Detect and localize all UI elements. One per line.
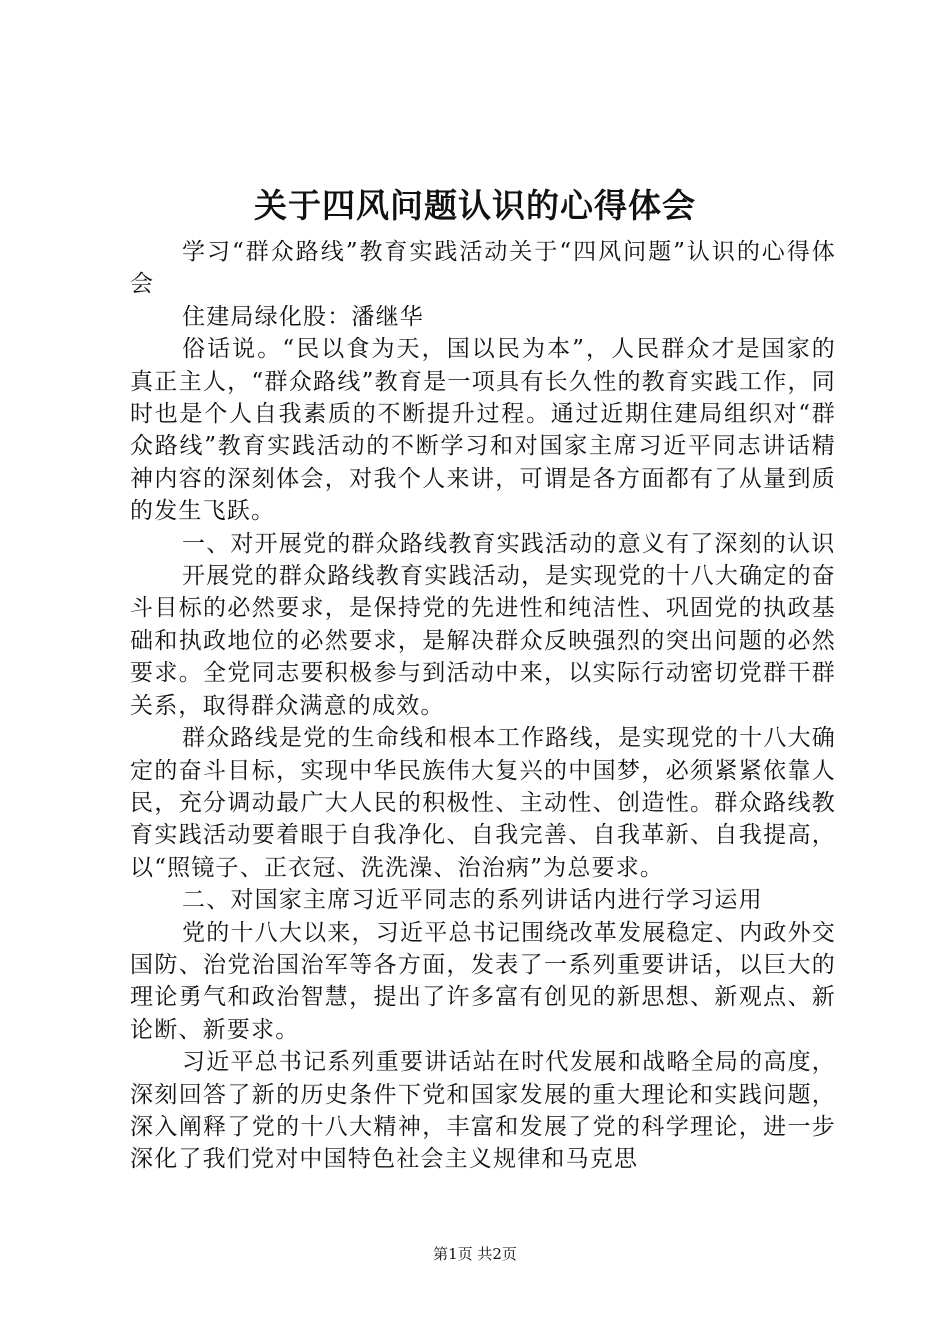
section-heading-2: 二、对国家主席习近平同志的系列讲话内进行学习运用 bbox=[182, 887, 763, 914]
document-body bbox=[130, 236, 836, 1176]
paragraph: 群众路线是党的生命线和根本工作路线，是实现党的十八大确定的奋斗目标，实现中华民族伟大复兴的中国梦，必须紧紧依靠人民，充分调动最广大人民的积极性、主动性、创造性。群众路线教育实践活动要着眼于自我净化、自我完善、自我革新、自我提高，以“照镜子、正衣冠、洗洗澡、治治病”为总要求。 bbox=[130, 725, 836, 881]
paragraph: 开展党的群众路线教育实践活动，是实现党的十八大确定的奋斗目标的必然要求，是保持党的先进性和纯洁性、巩固党的执政基础和执政地位的必然要求，是解决群众反映强烈的突出问题的必然要求。全党同志要积极参与到活动中来，以实际行动密切党群干群关系，取得群众满意的成效。 bbox=[130, 563, 836, 719]
paragraph-intro: 俗话说。“民以食为天，国以民为本”，人民群众才是国家的真正主人，“群众路线”教育是一项具有长久性的教育实践工作，同时也是个人自我素质的不断提升过程。通过近期住建局组织对“群众路线”教育实践活动的不断学习和对国家主席习近平同志讲话精神内容的深刻体会，对我个人来讲，可谓是各方面都有了从量到质的发生飞跃。 bbox=[130, 336, 836, 525]
paragraph-author: 住建局绿化股：潘继华 bbox=[182, 303, 424, 330]
document-title: 关于四风问题认识的心得体会 bbox=[254, 186, 696, 225]
paragraph: 党的十八大以来，习近平总书记围绕改革发展稳定、内政外交国防、治党治国治军等各方面，发表了一系列重要讲话，以巨大的理论勇气和政治智慧，提出了许多富有创见的新思想、新观点、新论断、新要求。 bbox=[130, 919, 836, 1043]
page-footer: 第1页 共2页 bbox=[433, 1245, 517, 1263]
section-heading-1: 一、对开展党的群众路线教育实践活动的意义有了深刻的认识 bbox=[182, 530, 836, 557]
paragraph: 习近平总书记系列重要讲话站在时代发展和战略全局的高度，深刻回答了新的历史条件下党和国家发展的重大理论和实践问题，深入阐释了党的十八大精神，丰富和发展了党的科学理论，进一步深化了我们党对中国特色社会主义规律和马克思 bbox=[130, 1049, 836, 1173]
paragraph-subtitle: 学习“群众路线”教育实践活动关于“四风问题”认识的心得体会 bbox=[130, 239, 836, 298]
